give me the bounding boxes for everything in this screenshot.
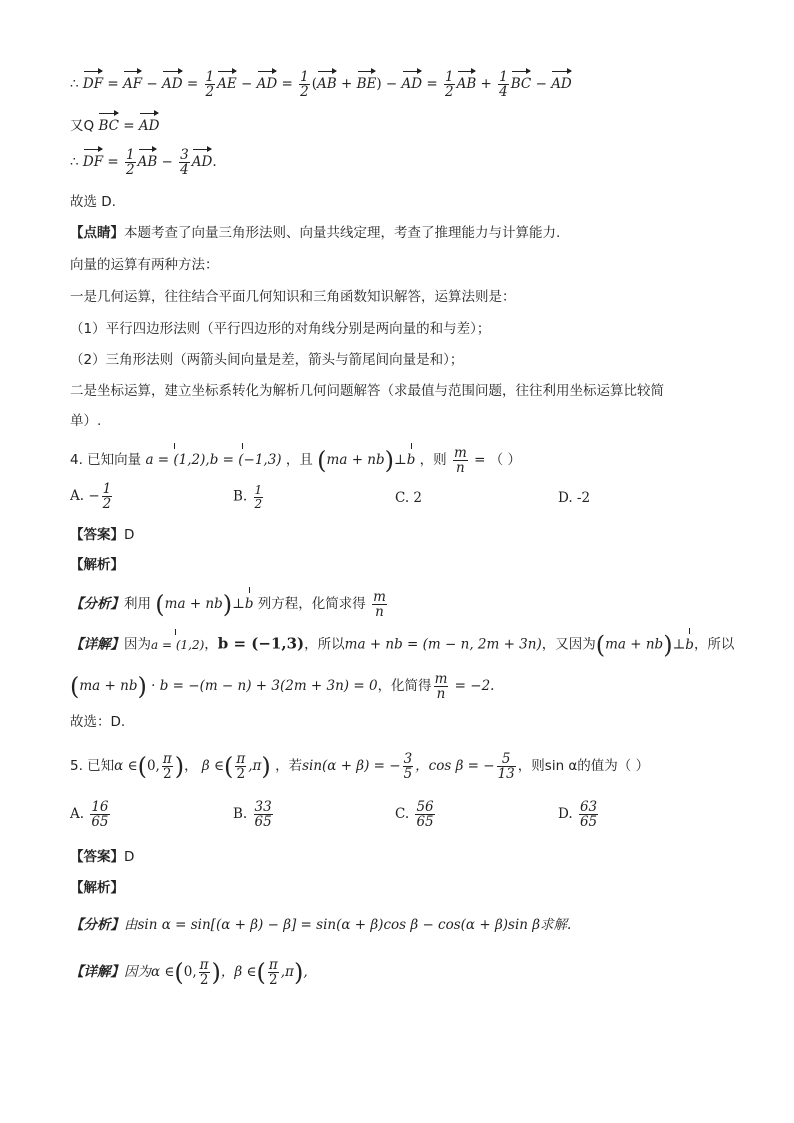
q4-xiangjie-line-1: 【详解】因为a = (1,2)，b = (−1,3)，所以ma + nb = (m − n, 2m + 3n)，又因为(ma + nb)⊥b，所以 — [70, 631, 735, 659]
q4-analysis-tag: 【解析】 — [70, 557, 124, 573]
prev-answer-line: 故选 D. — [70, 194, 116, 210]
q5-analysis-tag: 【解析】 — [70, 880, 124, 896]
q5-xiangjie: 【详解】因为α ∈(0, $\frac{\pi}{2}$ )，β ∈( $\frac{\pi}{2}$ ,π), — [70, 957, 308, 989]
q5-option-d[interactable]: D. $\frac{63}{65}$ — [558, 799, 598, 831]
q4-option-d[interactable]: D. -2 — [558, 490, 591, 506]
q4-option-a[interactable]: A. − $\frac{1}{2}$ — [70, 481, 112, 513]
q4-stem: 4. 已知向量 a = (1,2),b = (−1,3) ，且 (ma + nb)⊥b ，则 $\frac{m}{n}$ = （ ） — [70, 445, 521, 477]
paragraph-1: 向量的运算有两种方法： — [70, 257, 219, 273]
q5-option-a[interactable]: A. $\frac{16}{65}$ — [70, 799, 109, 831]
vector-equation-line-1: ∴ DF = AF − AD = $\frac{1}{2}$ AE − AD = $\frac{1}{2}$ (AB + BE) − AD = $\frac{1}{2}$ AB + $\frac{1}{4}$ BC − AD — [70, 69, 572, 101]
paragraph-5b: 单）. — [70, 413, 102, 429]
q5-answer: 【答案】D — [70, 849, 135, 865]
paragraph-2: 一是几何运算，往往结合平面几何知识和三角函数知识解答，运算法则是： — [70, 289, 516, 305]
q4-fenxi: 【分析】利用 (ma + nb)⊥b 列方程，化简求得 $\frac{m}{n}$ — [70, 589, 386, 621]
q5-option-b[interactable]: B. $\frac{33}{65}$ — [233, 799, 272, 831]
q4-option-b[interactable]: B. $\frac{1}{2}$ — [233, 483, 263, 511]
vector-equation-line-3: ∴ DF = $\frac{1}{2}$ AB − $\frac{3}{4}$ AD. — [70, 147, 217, 179]
vector-equation-line-2: 又Q BC = AD — [70, 118, 160, 134]
comment-line: 【点睛】本题考查了向量三角形法则、向量共线定理，考查了推理能力与计算能力. — [70, 225, 561, 241]
comment-tag: 【点睛】 — [70, 225, 124, 241]
paragraph-5a: 二是坐标运算，建立坐标系转化为解析几何问题解答（求最值与范围问题，往往利用坐标运算比较简 — [70, 383, 664, 399]
q4-option-c[interactable]: C. 2 — [395, 490, 423, 506]
q4-xiangjie-line-2: (ma + nb) · b = −(m − n) + 3(2m + 3n) = 0，化简得 $\frac{m}{n}$ = −2. — [70, 671, 495, 703]
paragraph-4: （2）三角形法则（两箭头间向量是差，箭头与箭尾间向量是和）； — [70, 352, 464, 368]
q5-option-c[interactable]: C. $\frac{56}{65}$ — [395, 799, 434, 831]
q4-end: 故选：D. — [70, 714, 126, 730]
paragraph-3: （1）平行四边形法则（平行四边形的对角线分别是两向量的和与差）； — [70, 321, 491, 337]
q4-answer: 【答案】D — [70, 527, 135, 543]
q5-stem: 5. 已知α ∈(0, $\frac{\pi}{2}$ )， β ∈( $\frac{\pi}{2}$ ,π) ，若sin(α + β) = − $\frac{3}{5}$ ，cos β = − $\frac{5}{13}$ ，则sin α的值为（ ） — [70, 751, 650, 783]
q5-fenxi: 【分析】由sin α = sin[(α + β) − β] = sin(α + β)cos β − cos(α + β)sin β求解. — [70, 917, 572, 933]
